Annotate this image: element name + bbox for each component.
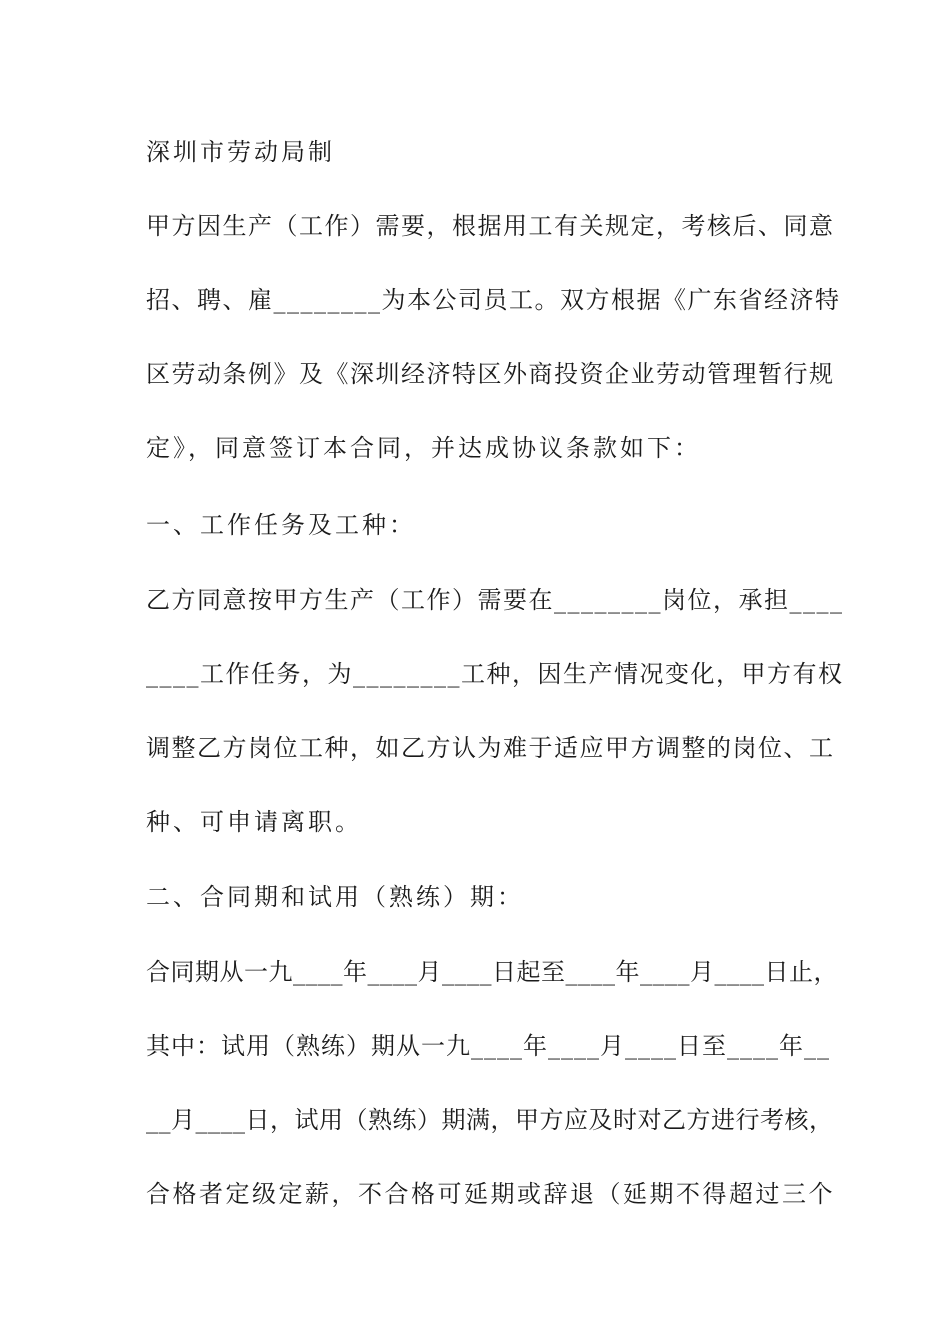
paragraph-line: 调整乙方岗位工种，如乙方认为难于适应甲方调整的岗位、工 (146, 734, 835, 762)
paragraph-line: 乙方同意按甲方生产（工作）需要在________岗位，承担____ (146, 586, 844, 614)
section-heading: 一、工作任务及工种： (146, 511, 416, 539)
paragraph-line: __月____日，试用（熟练）期满，甲方应及时对乙方进行考核， (146, 1106, 834, 1134)
paragraph-line: 合格者定级定薪，不合格可延期或辞退（延期不得超过三个 (146, 1180, 835, 1208)
paragraph-line: 定》，同意签订本合同，并达成协议条款如下： (146, 434, 701, 462)
paragraph-line: 甲方因生产（工作）需要，根据用工有关规定，考核后、同意 (146, 212, 835, 240)
paragraph-line: 区劳动条例》及《深圳经济特区外商投资企业劳动管理暂行规 (146, 360, 835, 388)
paragraph-line: 合同期从一九____年____月____日起至____年____月____日止， (146, 958, 838, 986)
paragraph-line: 种、可申请离职。 (146, 808, 362, 836)
section-heading: 二、合同期和试用（熟练）期： (146, 883, 524, 911)
paragraph-line: 招、聘、雇________为本公司员工。双方根据《广东省经济特 (146, 286, 841, 314)
paragraph-line: 其中：试用（熟练）期从一九____年____月____日至____年__ (146, 1032, 830, 1060)
document-header: 深圳市劳动局制 (146, 138, 335, 166)
paragraph-line: ____工作任务，为________工种，因生产情况变化，甲方有权 (146, 660, 844, 688)
